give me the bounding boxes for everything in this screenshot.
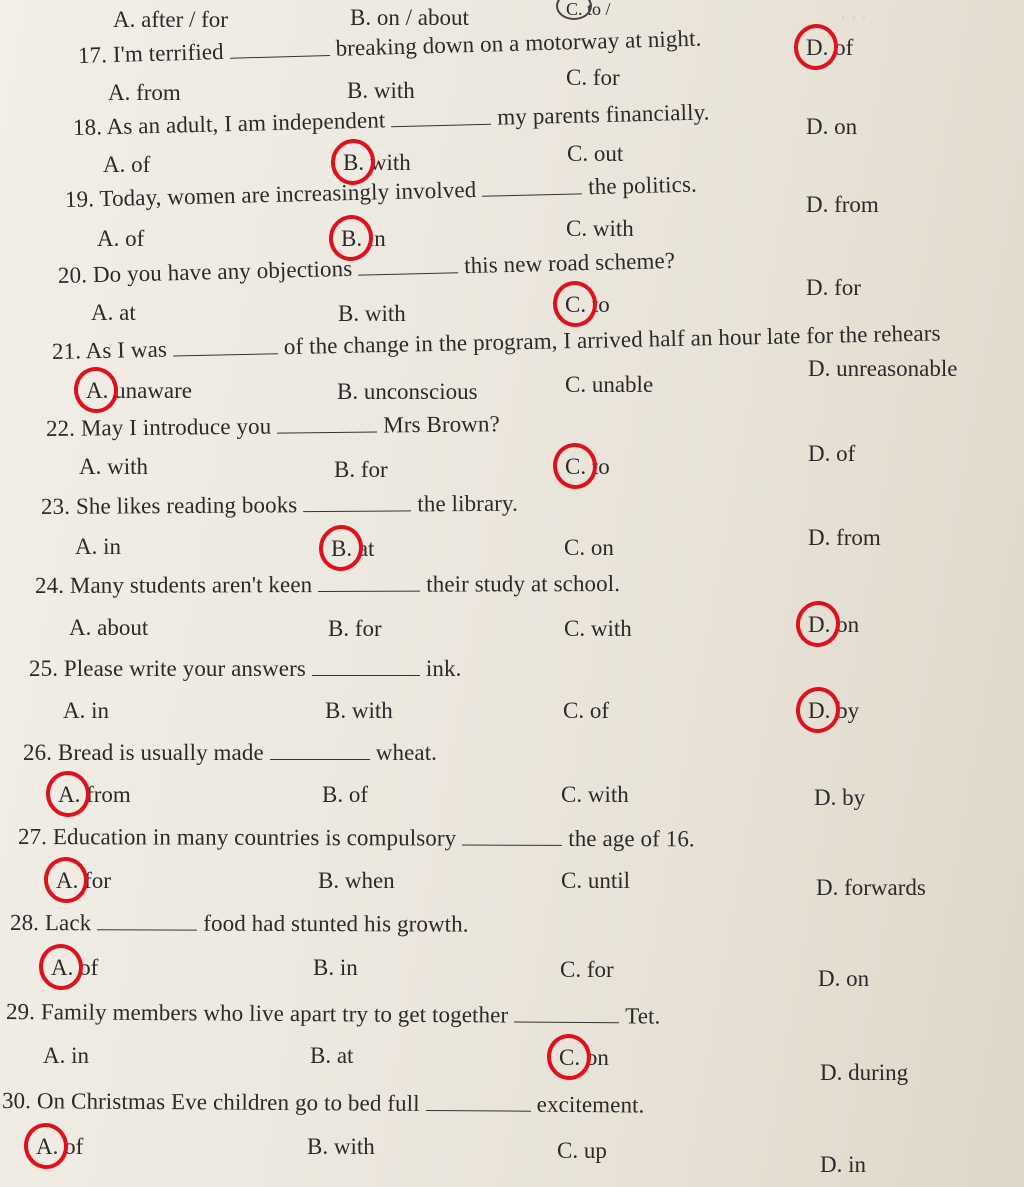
question-20-option-a: A. at <box>91 300 136 325</box>
question-25-answer-circle <box>792 683 845 737</box>
bleed-through-text: · · · <box>840 8 867 28</box>
question-30-option-d: D. in <box>820 1152 866 1177</box>
question-26-stem <box>23 741 437 764</box>
question-22-text-after: Mrs Brown? <box>383 411 500 438</box>
question-20-option-b: B. with <box>338 301 406 326</box>
question-29-option-a: A. in <box>43 1043 89 1068</box>
question-25-stem <box>29 657 461 680</box>
question-19-option-c: C. with <box>566 216 634 241</box>
question-25-text-after: ink. <box>425 656 462 681</box>
answer-blank <box>277 432 377 434</box>
question-27-text-after: the age of 16. <box>568 825 695 852</box>
question-23-text-before: 23. She likes reading books <box>40 492 298 519</box>
question-22-option-c: C. to <box>565 454 610 479</box>
question-24-text-before: 24. Many students aren't keen <box>34 572 313 598</box>
answer-blank <box>173 353 278 356</box>
question-28-option-b: B. in <box>313 955 358 980</box>
question-19-text-after: the politics. <box>587 171 698 200</box>
question-22-answer-circle <box>549 440 600 493</box>
question-22-text-before: 22. May I introduce you <box>45 413 272 441</box>
question-26-option-c: C. with <box>561 782 629 807</box>
question-24-stem <box>35 572 620 597</box>
question-21-option-d: D. unreasonable <box>808 356 958 381</box>
question-26-option-d: D. by <box>814 785 866 810</box>
question-17-option-c: C. for <box>566 65 620 90</box>
question-19-option-a: A. of <box>97 226 145 251</box>
question-24-option-a: A. about <box>69 615 149 640</box>
question-26-text-before: 26. Bread is usually made <box>23 740 264 765</box>
question-19-option-d: D. from <box>806 192 879 217</box>
question-29-answer-circle <box>543 1031 594 1084</box>
answer-blank <box>270 759 370 760</box>
question-26-answer-circle <box>42 768 93 821</box>
question-29-stem <box>6 1000 661 1028</box>
question-23-option-d: D. from <box>808 525 881 550</box>
question-17-text-before: 17. I'm terrified <box>77 38 225 68</box>
answer-blank <box>392 124 492 127</box>
question-22-stem <box>46 412 500 440</box>
question-27-option-a: A. for <box>56 868 111 893</box>
question-24-text-after: their study at school. <box>426 570 621 597</box>
question-18-stem <box>73 100 710 139</box>
question-17-option-b: B. with <box>347 78 415 103</box>
question-21-option-c: C. unable <box>565 372 654 397</box>
question-30-option-c: C. up <box>557 1138 607 1163</box>
question-28-answer-circle <box>35 941 86 994</box>
question-29-text-before: 29. Family members who live apart try to get together <box>5 999 509 1028</box>
question-29-option-b: B. at <box>310 1043 354 1068</box>
question-24-option-d: D. on <box>808 612 860 637</box>
question-28-stem <box>10 911 469 936</box>
question-28-option-d: D. on <box>818 966 870 991</box>
answer-blank <box>462 845 562 846</box>
question-27-stem <box>18 825 695 850</box>
question-23-option-b: B. at <box>331 536 375 561</box>
answer-blank <box>230 55 330 59</box>
question-26-option-a: A. from <box>58 782 131 807</box>
question-30-answer-circle <box>20 1120 71 1173</box>
question-30-text-before: 30. On Christmas Eve children go to bed full <box>1 1088 420 1116</box>
question-19-text-before: 19. Today, women are increasingly involved <box>64 176 477 212</box>
question-30-stem <box>2 1089 645 1116</box>
question-18-text-before: 18. As an adult, I am independent <box>72 107 386 140</box>
question-26-text-after: wheat. <box>375 740 438 765</box>
question-24-answer-circle <box>792 597 845 651</box>
question-21-text-before: 21. As I was <box>51 336 168 364</box>
question-17-text-after: breaking down on a motorway at night. <box>335 25 702 61</box>
question-24-option-c: C. with <box>564 616 632 641</box>
question-20-text-before: 20. Do you have any objections <box>57 255 353 288</box>
question-29-text-after: Tet. <box>625 1003 661 1029</box>
question-27-option-c: C. until <box>561 868 631 893</box>
prev-option-c: C. to / <box>566 0 611 19</box>
question-25-option-d: D. by <box>808 698 860 723</box>
question-21-option-a: A. unaware <box>86 378 193 403</box>
question-22-option-b: B. for <box>334 457 388 482</box>
question-17-option-d: D. of <box>806 35 854 60</box>
question-25-option-b: B. with <box>325 698 393 723</box>
question-25-option-c: C. of <box>563 698 609 723</box>
answer-blank <box>318 591 420 592</box>
question-19-stem <box>65 173 697 211</box>
answer-blank <box>358 272 458 275</box>
answer-blank <box>426 1110 531 1112</box>
answer-blank <box>97 929 197 930</box>
question-23-stem <box>41 492 518 518</box>
question-20-text-after: this new road scheme? <box>463 247 676 279</box>
question-21-option-b: B. unconscious <box>337 379 478 404</box>
answer-blank <box>303 510 411 512</box>
question-19-option-b: B. in <box>341 226 386 251</box>
question-27-answer-circle <box>40 854 91 907</box>
answer-blank <box>482 193 582 196</box>
question-17-answer-circle <box>790 20 843 74</box>
question-26-option-b: B. of <box>322 782 368 807</box>
question-22-option-d: D. of <box>808 441 856 466</box>
question-18-option-c: C. out <box>567 141 624 166</box>
question-17-stem <box>78 27 702 67</box>
question-23-option-a: A. in <box>75 534 121 559</box>
prev-option-b: B. on / about <box>350 5 469 30</box>
prev-option-a: A. after / for <box>113 7 228 32</box>
question-28-text-after: food had stunted his growth. <box>203 910 469 937</box>
question-28-text-before: 28. Lack <box>9 910 92 936</box>
question-27-option-d: D. forwards <box>816 875 926 900</box>
question-23-answer-circle <box>315 521 368 575</box>
question-21-answer-circle <box>70 364 121 417</box>
question-18-option-a: A. of <box>103 152 151 177</box>
question-30-option-b: B. with <box>307 1134 375 1159</box>
answer-blank <box>514 1022 619 1024</box>
question-25-option-a: A. in <box>63 698 109 723</box>
question-23-option-c: C. on <box>564 535 614 560</box>
question-20-option-c: C. to <box>565 292 610 317</box>
question-29-option-d: D. during <box>820 1060 909 1085</box>
question-22-option-a: A. with <box>79 454 148 479</box>
question-20-option-d: D. for <box>806 275 861 300</box>
question-21-text-after: of the change in the program, I arrived half an hour late for the rehears <box>283 320 941 360</box>
question-18-option-b: B. with <box>343 150 411 175</box>
question-27-text-before: 27. Education in many countries is compulsory <box>17 824 457 851</box>
answer-blank <box>312 675 420 676</box>
question-24-option-b: B. for <box>328 616 382 641</box>
question-25-text-before: 25. Please write your answers <box>29 656 306 681</box>
question-30-text-after: excitement. <box>536 1091 645 1118</box>
question-20-answer-circle <box>549 278 600 331</box>
question-23-text-after: the library. <box>417 490 519 517</box>
question-30-option-a: A. of <box>36 1134 84 1159</box>
question-28-option-a: A. of <box>51 955 99 980</box>
question-28-option-c: C. for <box>560 957 614 982</box>
question-27-option-b: B. when <box>318 868 395 893</box>
question-20-stem <box>58 249 676 287</box>
question-17-option-a: A. from <box>108 80 181 105</box>
question-29-option-c: C. on <box>559 1045 609 1070</box>
question-18-option-d: D. on <box>806 114 858 139</box>
question-18-text-after: my parents financially. <box>497 99 710 130</box>
